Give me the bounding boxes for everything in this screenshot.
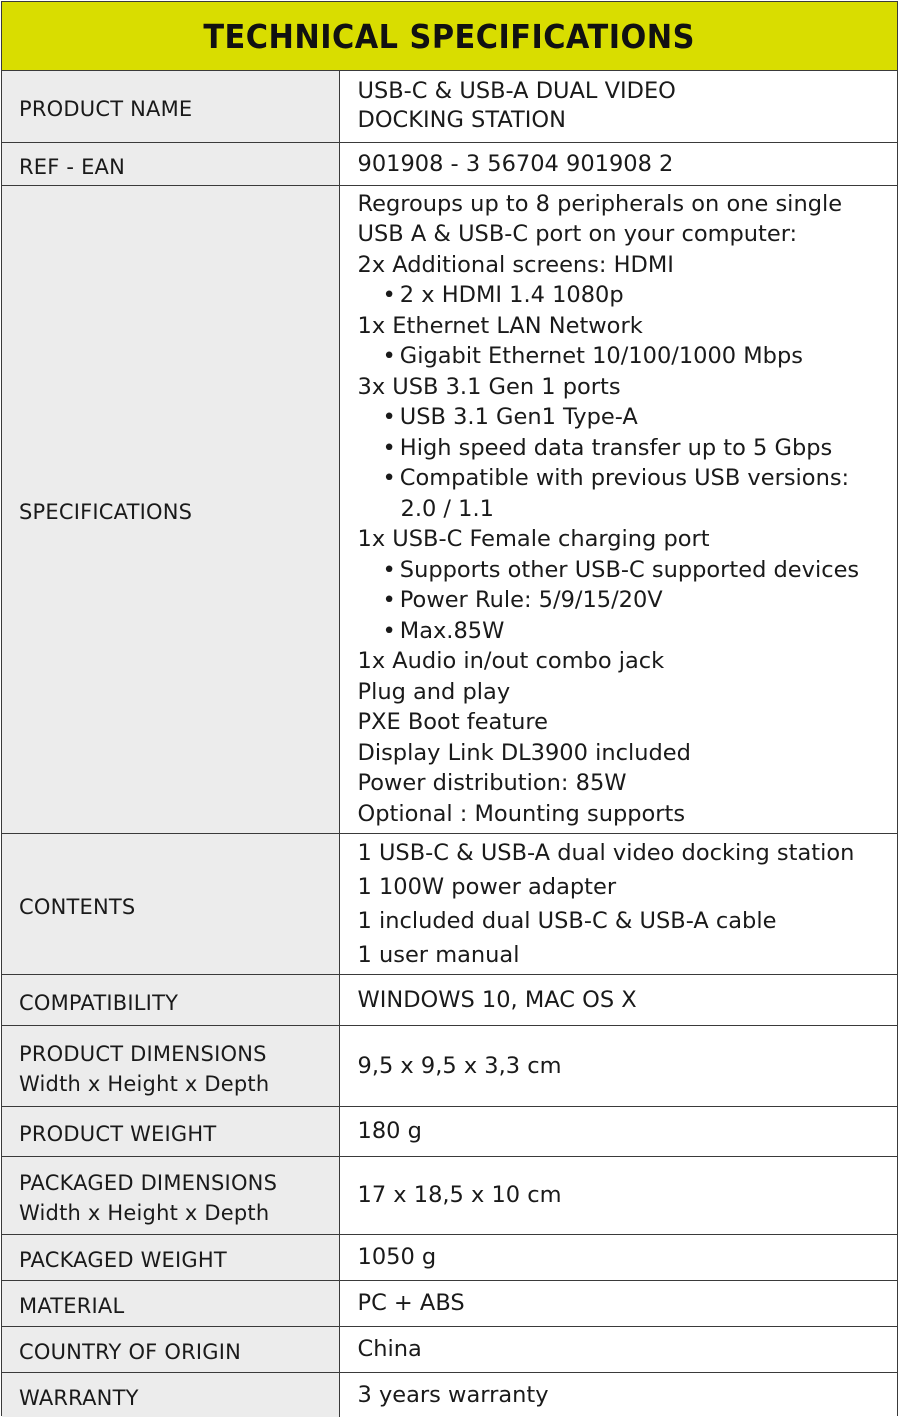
spec-line: 1x USB-C Female charging port [357,526,710,553]
value-product-name [339,71,897,142]
row-product-weight [2,1106,897,1156]
value-packaged-weight: 1050 g [339,1234,897,1280]
spec-line: Optional : Mounting supports [357,800,686,827]
row-compatibility [2,974,897,1025]
contents-item: 1 included dual USB-C & USB-A cable [357,907,777,934]
product-dimensions-subtitle: Width x Height x Depth [19,1071,270,1096]
spec-table [2,71,897,1417]
label-packaged-weight: PACKAGED WEIGHT [2,1234,339,1280]
label-contents: CONTENTS [2,833,339,974]
bullet-dot-icon: • [382,404,396,431]
value-product-dimensions: 9,5 x 9,5 x 3,3 cm [339,1025,897,1106]
value-product-weight: 180 g [339,1106,897,1156]
value-warranty: 3 years warranty [339,1372,897,1417]
value-packaged-dimensions: 17 x 18,5 x 10 cm [339,1156,897,1234]
label-product-dimensions [2,1025,339,1106]
value-material: PC + ABS [339,1280,897,1326]
spec-bullet-item [358,585,898,616]
page-title: TECHNICAL SPECIFICATIONS [203,16,696,56]
product-dimensions-title: PRODUCT DIMENSIONS [19,1041,267,1066]
contents-item: 1 user manual [357,941,520,968]
row-material [2,1280,897,1326]
bullet-dot-icon: • [382,556,396,583]
spec-bullet-text: Supports other USB-C supported devices [399,556,860,583]
spec-bullet-item [358,402,898,433]
spec-line: 1x Ethernet LAN Network [357,312,643,339]
value-specifications [339,185,897,833]
label-product-name: PRODUCT NAME [2,71,339,142]
spec-line: USB A & USB-C port on your computer: [357,221,798,248]
label-packaged-dimensions [2,1156,339,1234]
spec-bullet-item [358,616,898,647]
bullet-dot-icon: • [382,282,396,309]
product-name-line: USB-C & USB-A DUAL VIDEO [357,78,676,105]
packaged-dimensions-subtitle: Width x Height x Depth [19,1201,270,1225]
spec-line: Regroups up to 8 peripherals on one single [357,190,843,217]
row-contents [2,833,897,974]
row-packaged-weight [2,1234,897,1280]
spec-bullet-item [358,433,898,464]
bullet-dot-icon: • [382,434,396,461]
label-material: MATERIAL [2,1280,339,1326]
spec-line: PXE Boot feature [357,709,549,736]
spec-bullet-text: High speed data transfer up to 5 Gbps [399,434,833,461]
spec-bullet-text: Gigabit Ethernet 10/100/1000 Mbps [399,343,803,370]
spec-bullet-item [358,555,898,586]
label-compatibility: COMPATIBILITY [2,974,339,1025]
row-specifications [2,185,897,833]
spec-bullet-item [358,341,898,372]
spec-bullet-text: Power Rule: 5/9/15/20V [399,587,663,614]
bullet-dot-icon: • [382,587,396,614]
contents-item: 1 USB-C & USB-A dual video docking station [357,839,855,866]
label-specifications: SPECIFICATIONS [2,185,339,833]
product-name-line: DOCKING STATION [357,107,566,134]
spec-bullet-text: Max.85W [399,617,505,644]
spec-line: 2x Additional screens: HDMI [357,251,674,278]
value-country-of-origin: China [339,1326,897,1372]
spec-line: 1x Audio in/out combo jack [357,648,665,675]
row-warranty [2,1372,897,1417]
label-warranty: WARRANTY [2,1372,339,1417]
bullet-dot-icon: • [382,465,396,492]
spec-line: Power distribution: 85W [357,770,627,797]
value-compatibility: WINDOWS 10, MAC OS X [339,974,897,1025]
spec-bullet-item [358,280,898,311]
spec-bullet-text: Compatible with previous USB versions: [399,465,850,492]
row-product-dimensions [2,1025,897,1106]
label-product-weight: PRODUCT WEIGHT [2,1106,339,1156]
row-country-of-origin [2,1326,897,1372]
packaged-dimensions-title: PACKAGED DIMENSIONS [19,1171,278,1195]
value-ref-ean: 901908 - 3 56704 901908 2 [339,142,897,185]
label-country-of-origin: COUNTRY OF ORIGIN [2,1326,339,1372]
row-product-name [2,71,897,142]
spec-line: Plug and play [357,678,511,705]
spec-bullet-text: USB 3.1 Gen1 Type-A [399,404,638,431]
spec-line: 3x USB 3.1 Gen 1 ports [357,373,621,400]
label-ref-ean: REF - EAN [2,142,339,185]
bullet-dot-icon: • [382,343,396,370]
contents-item: 1 100W power adapter [357,873,617,900]
value-contents [339,833,897,974]
bullet-dot-icon: • [382,617,396,644]
spec-line: Display Link DL3900 included [357,739,691,766]
spec-bullet-continuation: 2.0 / 1.1 [400,495,494,522]
spec-bullet-text: 2 x HDMI 1.4 1080p [399,282,624,309]
row-ref-ean [2,142,897,185]
title-bar [2,2,897,71]
row-packaged-dimensions [2,1156,897,1234]
spec-sheet [1,1,898,1416]
spec-bullet-item [358,463,898,494]
